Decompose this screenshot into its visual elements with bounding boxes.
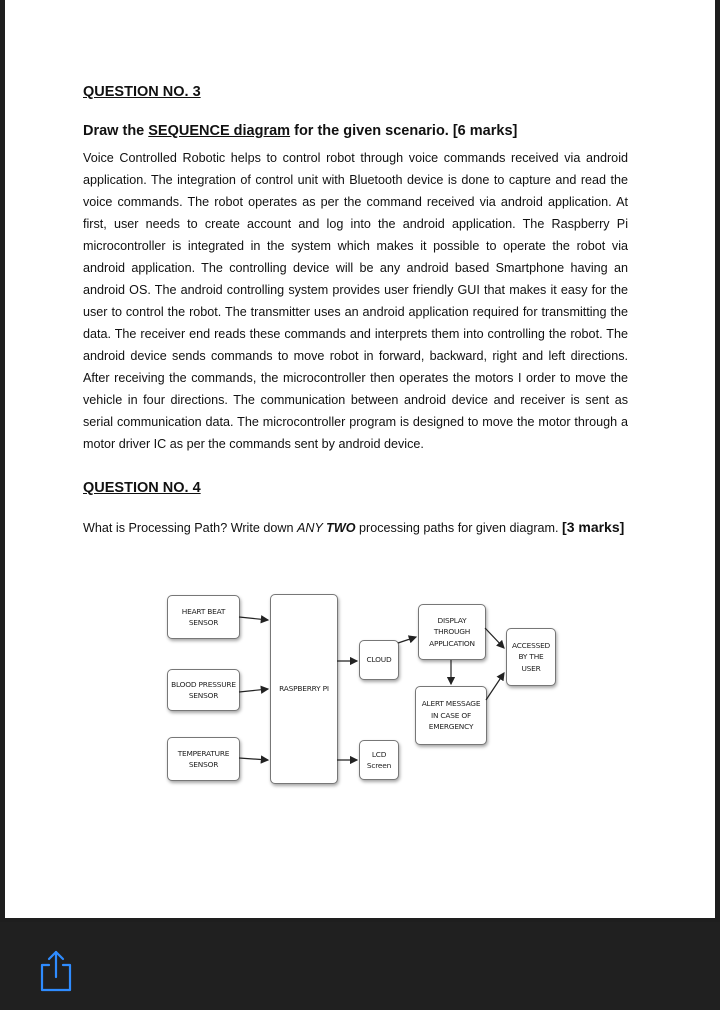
lcd-screen-label: LCD Screen xyxy=(366,749,392,770)
alert-message-label: ALERT MESSAGE IN CASE OF EMERGENCY xyxy=(421,699,481,732)
blood-pressure-sensor-label: BLOOD PRESSURE SENSOR xyxy=(171,679,236,700)
arrow-alert-to-user xyxy=(486,673,504,700)
q4-text-prefix: What is Processing Path? Write down xyxy=(83,521,297,535)
temperature-sensor-label: TEMPERATURE SENSOR xyxy=(177,748,230,769)
q4-text-any: ANY xyxy=(296,521,327,535)
q4-text-mid: processing paths for given diagram. xyxy=(355,521,563,535)
heading-suffix: for the given scenario. [6 marks] xyxy=(290,123,518,139)
heading-prefix: Draw the xyxy=(83,123,149,139)
raspberry-pi-label: RASPBERRY PI xyxy=(279,684,329,694)
question-3-title: QUESTION NO. 3 xyxy=(83,84,201,100)
bottom-toolbar xyxy=(0,922,720,1010)
q4-text-marks: [3 marks] xyxy=(562,519,625,535)
heart-beat-sensor-label: HEART BEAT SENSOR xyxy=(181,606,226,627)
display-through-application-label: DISPLAY THROUGH APPLICATION xyxy=(429,615,475,648)
share-icon xyxy=(36,948,76,994)
arrow-display-to-user xyxy=(485,628,504,648)
accessed-by-user-label: ACCESSED BY THE USER xyxy=(511,640,551,673)
cloud-label: CLOUD xyxy=(366,655,392,665)
arrow-temp-to-rpi xyxy=(239,758,268,760)
arrow-bp-to-rpi xyxy=(239,689,268,692)
q4-text-two: TWO xyxy=(326,521,356,535)
arrow-heart-to-rpi xyxy=(239,617,268,620)
question-4-title: QUESTION NO. 4 xyxy=(83,480,201,496)
heading-underlined: SEQUENCE diagram xyxy=(148,123,291,139)
arrow-cloud-to-display xyxy=(398,637,416,643)
share-button[interactable] xyxy=(36,948,76,994)
question-3-paragraph: Voice Controlled Robotic helps to control robot through voice commands received via android application. The integration of control unit with Bluetooth device is done to capture and read the voice commands. The robot operates as per the command received via android application. At first, user needs to create account and log into the android application. The Raspberry Pi microcontroller is integrated in the system which makes it possible to operate the robot via android application. The controlling device will be any android based Smartphone having an android OS. The android controlling system provides user friendly GUI that makes it easy for the user to control the robot. The transmitter uses an android application required for transmitting the data. The receiver end reads these commands and interprets them into controlling the robot. The android device sends commands to move robot in forward, backward, right and left directions. After receiving the commands, the microcontroller then operates the motors I order to move the vehicle in four directions. The communication between android device and receiver is sent as serial communication data. The microcontroller program is designed to move the motor through a motor driver IC as per the commands sent by android device. xyxy=(83,151,628,451)
